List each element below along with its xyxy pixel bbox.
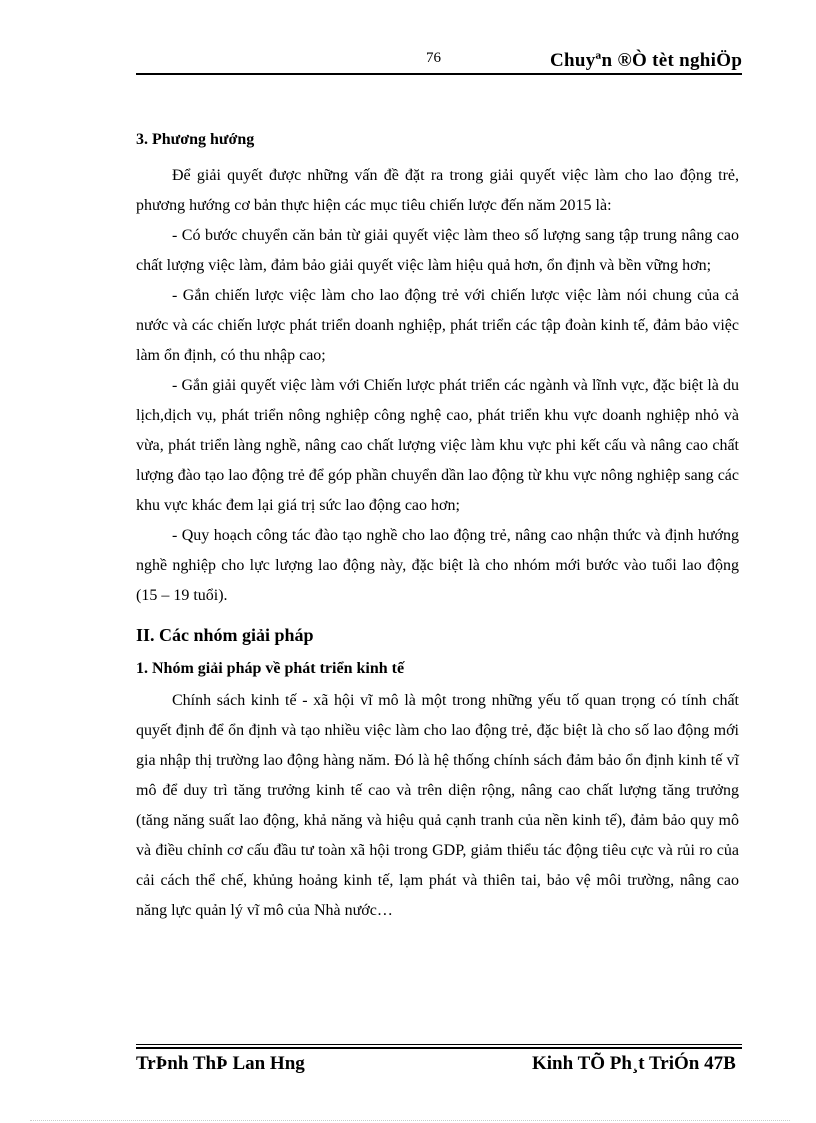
page-edge-dotted-line [30,1120,790,1121]
header-rule [136,73,742,75]
footer-author: TrÞnh ThÞ Lan Hng [136,1053,305,1074]
page-number: 76 [426,50,441,66]
section-3-heading: 3. Phương hướng [136,131,255,148]
section-3-bullet-3: - Gắn giải quyết việc làm với Chiến lược phát triển các ngành và lĩnh vực, đặc biệt là du lịch,dịch vụ, phát triển nông nghiệp công nghệ cao, phát triển khu vực doanh nghiệp nhỏ và vừa, phát triển làng nghề, nâng cao chất lượng việc làm khu vực phi kết cấu và nâng cao chất lượng đào tạo lao động trẻ để góp phần chuyển dần lao động từ khu vực nông nghiệp sang các khu vực khác đem lại giá trị sức lao động cao hơn; [136,377,739,514]
section-1-heading: 1. Nhóm giải pháp về phát triển kinh tế [136,660,405,677]
part-2-heading: II. Các nhóm giải pháp [136,625,314,645]
footer-rule-thin [136,1044,742,1045]
page-body [136,131,739,926]
footer-class: Kinh TÕ Ph¸t TriÓn 47B [532,1053,736,1074]
section-3-paragraph: Để giải quyết được những vấn đề đặt ra trong giải quyết việc làm cho lao động trẻ, phương hướng cơ bản thực hiện các mục tiêu chiến lược đến năm 2015 là: [136,167,739,214]
footer-rule-thick [136,1047,742,1049]
section-3-bullet-4: - Quy hoạch công tác đào tạo nghề cho lao động trẻ, nâng cao nhận thức và định hướng nghề nghiệp cho lực lượng lao động này, đặc biệt là cho nhóm mới bước vào tuổi lao động (15 – 19 tuổi). [136,527,739,604]
section-1-paragraph: Chính sách kinh tế - xã hội vĩ mô là một trong những yếu tố quan trọng có tính chất quyết định để ổn định và tạo nhiều việc làm cho lao động trẻ, đặc biệt là cho số lao động mới gia nhập thị trường lao động hàng năm. Đó là hệ thống chính sách đảm bảo ổn định kinh tế vĩ mô để duy trì tăng trưởng kinh tế cao và trên diện rộng, nâng cao chất lượng tăng trưởng (tăng năng suất lao động, khả năng và hiệu quả cạnh tranh của nền kinh tế), đảm bảo quy mô và điều chỉnh cơ cấu đầu tư toàn xã hội trong GDP, giảm thiểu tác động tiêu cực và rủi ro của cải cách thể chế, khủng hoảng kinh tế, lạm phát và thiên tai, bảo vệ môi trường, nâng cao năng lực quản lý vĩ mô của Nhà nước… [136,692,739,919]
section-3-bullet-2: - Gắn chiến lược việc làm cho lao động trẻ với chiến lược việc làm nói chung của cả nước và các chiến lược phát triển doanh nghiệp, phát triển các tập đoàn kinh tế, đảm bảo việc làm ổn định, có thu nhập cao; [136,287,739,364]
header-title: Chuyªn ®Ò tèt nghiÖp [550,50,743,71]
section-3-bullet-1: - Có bước chuyển căn bản từ giải quyết việc làm theo số lượng sang tập trung nâng cao chất lượng việc làm, đảm bảo giải quyết việc làm hiệu quả hơn, ổn định và bền vững hơn; [136,227,739,274]
